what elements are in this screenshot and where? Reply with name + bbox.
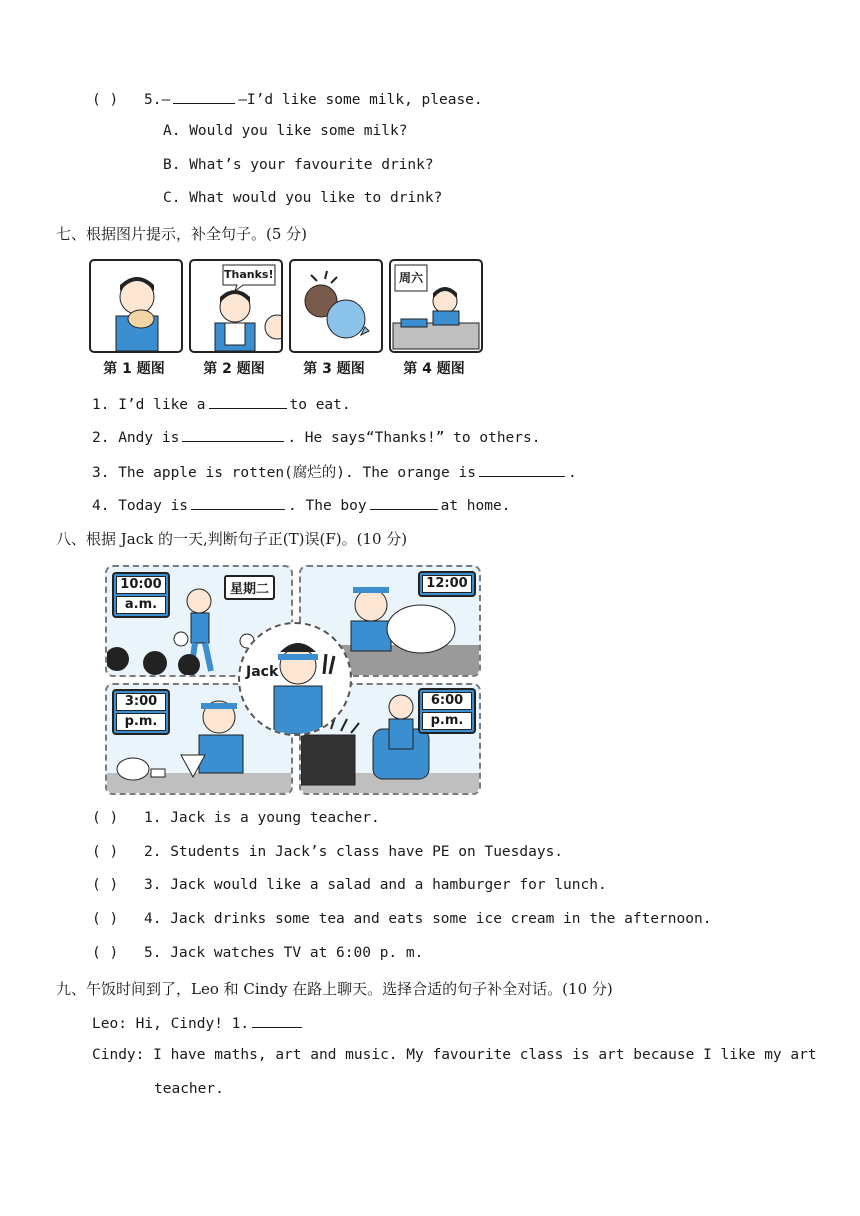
q5-tail: —I’d like some milk, please. <box>238 92 483 108</box>
sentence-3: 3. The apple is rotten(腐烂的). The orange is . <box>92 461 577 482</box>
tf-item-4: ( ) 4. Jack drinks some tea and eats some ice cream in the afternoon. <box>92 911 712 927</box>
answer-blank[interactable] <box>370 495 438 510</box>
boy-eating-illustration <box>91 261 181 351</box>
q5-option-a: A. Would you like some milk? <box>163 123 408 139</box>
answer-blank[interactable] <box>479 462 565 477</box>
time-label: 3:00 <box>116 693 166 711</box>
fruit-illustration <box>291 261 381 351</box>
ampm-label: p.m. <box>116 713 166 731</box>
picture-2-caption: 第 2 题图 <box>203 361 265 377</box>
ampm-label: p.m. <box>422 712 472 730</box>
dialogue-leo: Leo: Hi, Cindy! 1. <box>92 1013 305 1032</box>
ampm-label: a.m. <box>116 596 166 614</box>
q5-option-c: C. What would you like to drink? <box>163 190 443 206</box>
answer-blank[interactable] <box>173 89 235 104</box>
answer-paren[interactable]: ( ) <box>92 810 119 826</box>
tf-item-2: ( ) 2. Students in Jack’s class have PE on Tuesdays. <box>92 844 564 860</box>
picture-3-caption: 第 3 题图 <box>303 361 365 377</box>
answer-paren[interactable]: ( ) <box>92 92 119 108</box>
q5-stem <box>92 89 483 108</box>
clock-morning <box>112 572 170 618</box>
sentence-1: 1. I’d like a to eat. <box>92 394 351 413</box>
thanks-bubble: Thanks! <box>224 268 274 281</box>
picture-2 <box>189 259 283 353</box>
answer-paren[interactable]: ( ) <box>92 844 119 860</box>
time-label: 10:00 <box>116 576 166 594</box>
clock-evening <box>418 688 476 734</box>
answer-paren[interactable]: ( ) <box>92 877 119 893</box>
section9-title: 九、午饭时间到了，Leo 和 Cindy 在路上聊天。选择合适的句子补全对话。(10 分) <box>56 980 613 998</box>
answer-paren[interactable]: ( ) <box>92 945 119 961</box>
dialogue-cindy-cont: teacher. <box>154 1081 224 1097</box>
picture-4 <box>389 259 483 353</box>
time-label: 6:00 <box>422 692 472 710</box>
q5-lead: 5.— <box>144 92 171 108</box>
dialogue-cindy: Cindy: I have maths, art and music. My favourite class is art because I like my art <box>92 1047 817 1063</box>
answer-blank[interactable] <box>191 495 285 510</box>
picture-4-caption: 第 4 题图 <box>403 361 465 377</box>
section8-title: 八、根据 Jack 的一天,判断句子正(T)误(F)。(10 分) <box>56 530 408 548</box>
clock-afternoon <box>112 689 170 735</box>
jack-label: Jack <box>246 664 279 680</box>
clock-noon <box>418 571 476 597</box>
answer-blank[interactable] <box>182 427 284 442</box>
sentence-2: 2. Andy is . He says“Thanks!” to others. <box>92 427 540 446</box>
tf-item-3: ( ) 3. Jack would like a salad and a hamburger for lunch. <box>92 877 607 893</box>
sentence-4: 4. Today is . The boy at home. <box>92 495 510 514</box>
section7-title: 七、根据图片提示，补全句子。(5 分) <box>56 225 308 243</box>
saturday-sign: 周六 <box>399 271 424 285</box>
picture-1-caption: 第 1 题图 <box>103 361 165 377</box>
picture-3 <box>289 259 383 353</box>
answer-blank[interactable] <box>252 1013 302 1028</box>
answer-paren[interactable]: ( ) <box>92 911 119 927</box>
answer-blank[interactable] <box>209 394 287 409</box>
tf-item-1: ( ) 1. Jack is a young teacher. <box>92 810 380 826</box>
time-label: 12:00 <box>422 575 472 593</box>
picture-1 <box>89 259 183 353</box>
weekday-tag: 星期二 <box>224 575 275 600</box>
tf-item-5: ( ) 5. Jack watches TV at 6:00 p. m. <box>92 945 424 961</box>
q5-option-b: B. What’s your favourite drink? <box>163 157 434 173</box>
